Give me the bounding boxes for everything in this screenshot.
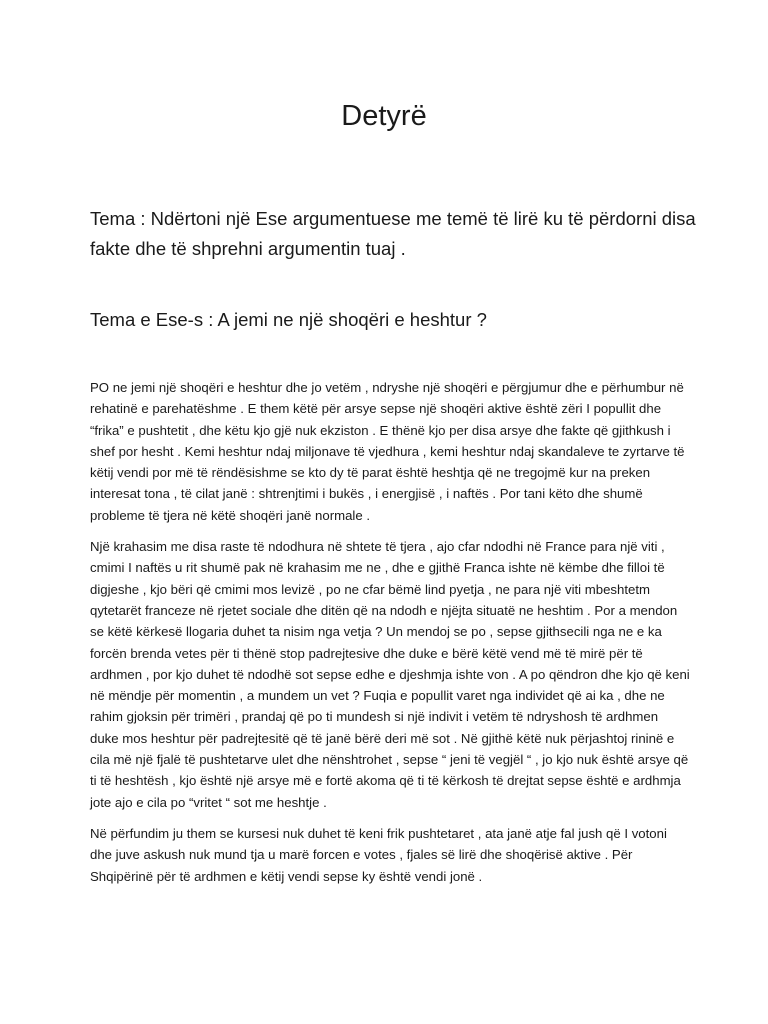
assignment-topic: Tema : Ndërtoni një Ese argumentuese me temë të lirë ku të përdorni disa fakte dhe të shprehni argumentin tuaj . <box>90 208 696 259</box>
essay-paragraph-3: Në përfundim ju them se kursesi nuk duhet të keni frik pushtetaret , ata janë atje fal jush që I votoni dhe juve askush nuk mund tja u marë forcen e votes , fjales së lirë dhe shoqërisë aktive . Për Shqipërinë për të ardhmen e këtij vendi sepse ky është vendi jonë . <box>90 825 667 884</box>
essay-paragraph-1: PO ne jemi një shoqëri e heshtur dhe jo vetëm , ndryshe një shoqëri e përgjumur dhe e përhumbur në rehatinë e parehatëshme . E them këtë për arsye sepse një shoqëri aktive është zëri I popullit dhe “frika” e pushtetit , dhe këtu kjo gjë nuk ekziston . E thënë kjo per disa arsye dhe fakte që gjithkush i shef por hesht . Kemi heshtur ndaj miljonave të vjedhura , kemi heshtur ndaj skandaleve te zyrtarve të këtij vendi por më të rëndësishme se kto dy të parat është heshtja që ne tregojmë kur na preken interesat tona , të cilat janë : shtrenjtimi i bukës , i energjisë , i naftës . Por tani këto dhe shumë probleme të tjera në këtë shoqëri janë normale . <box>90 380 685 523</box>
essay-body <box>90 377 690 897</box>
essay-topic: Tema e Ese-s : A jemi ne një shoqëri e heshtur ? <box>90 309 487 330</box>
essay-paragraph-2: Një krahasim me disa raste të ndodhura në shtete të tjera , ajo cfar ndodhi në France para një viti , cmimi I naftës u rit shumë pak në krahasim me ne , dhe e gjithë Franca ishte në këmbe dhe filloi të digjeshe , kjo bëri që cmimi mos levizë , po ne cfar bëmë lind pyetja , ne para një viti mbeshtetm qytetarët franceze në rjetet sociale dhe ditën që na ndodh e njëjta situatë ne heshtim . Por a mendon se këtë kërkesë llogaria duhet ta nisim nga vetja ? Un mendoj se po , sepse gjithsecili nga ne e ka forcën brenda vetes për ti thënë stop padrejtesive dhe duke e bërë këtë vend më të mirë për të ardhmen , por kjo duhet të ndodhë sot sepse edhe e djeshmja ishte von . A po qëndron dhe kjo që keni në mëndje për momentin , a mundem un vet ? Fuqia e popullit varet nga individet që ai ka , dhe ne rahim gjoksin për trimëri , prandaj që po ti mundesh si një indivit i vetëm të ndryshosh të ardhmen duke mos heshtur për padrejtesitë që të janë bërë deri më sot . Në gjithë këtë nuk përjashtoj rininë e cila më një fjalë të pushtetarve ulet dhe nënshtrohet , sepse “ jeni të vegjël “ , jo kjo nuk është arsye që ti të heshtësh , kjo është një arsye më e fortë akoma që ti të kërkosh të drejtat sepse është e ardhmja jote ajo e cila po “vritet “ sot me heshtje . <box>90 539 690 810</box>
document-title: Detyrë <box>341 100 427 132</box>
